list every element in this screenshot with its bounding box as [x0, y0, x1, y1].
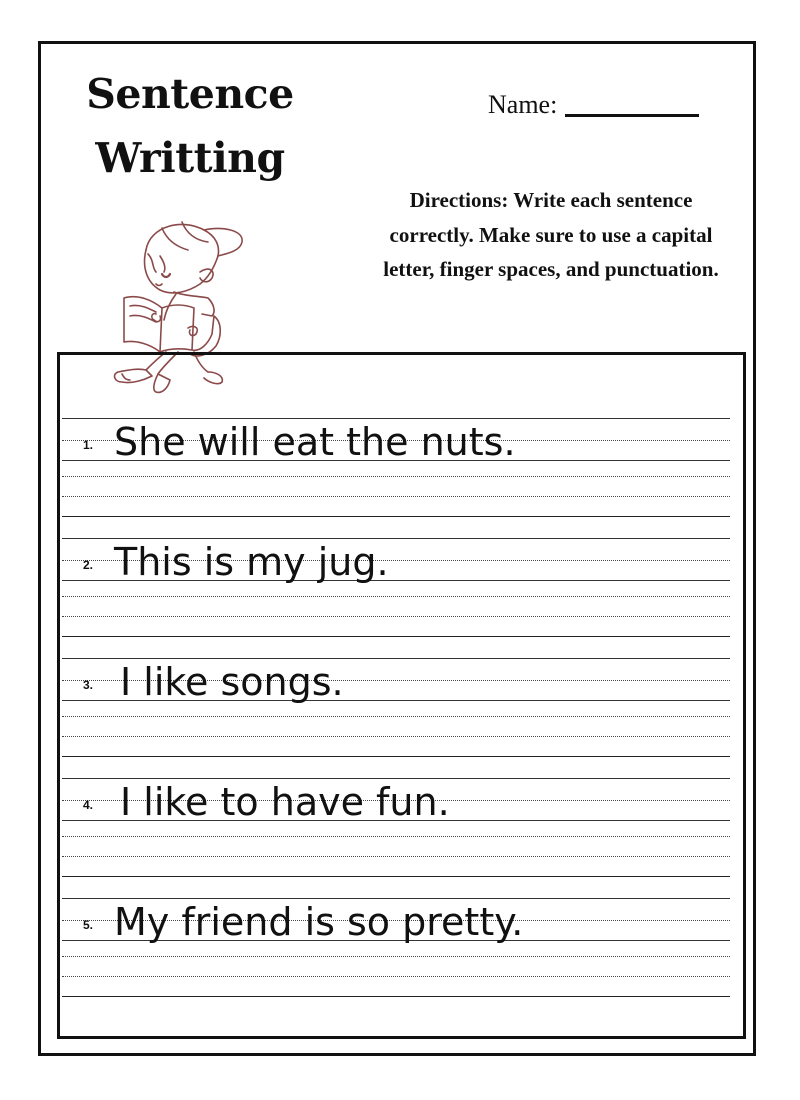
ruled-line: [62, 418, 730, 419]
ruled-line: [62, 476, 730, 477]
ruled-line: [62, 856, 730, 857]
ruled-line: [62, 658, 730, 659]
title-line-1: Sentence: [86, 70, 294, 118]
ruled-line: [62, 996, 730, 997]
item-number: 1.: [83, 438, 94, 452]
ruled-line: [62, 496, 730, 497]
ruled-line: [62, 516, 730, 517]
directions-text: Directions: Write each sentence correctly. Make sure to use a capital letter, finger spaces, and punctuation.: [383, 188, 719, 281]
ruled-line: [62, 836, 730, 837]
sentence-text: My friend is so pretty.: [114, 900, 524, 944]
ruled-line: [62, 976, 730, 977]
ruled-line: [62, 636, 730, 637]
worksheet-title: [70, 62, 310, 190]
item-number: 2.: [83, 558, 94, 572]
ruled-line: [62, 736, 730, 737]
ruled-line: [62, 596, 730, 597]
ruled-line: [62, 956, 730, 957]
ruled-line: [62, 876, 730, 877]
name-field: [488, 90, 699, 120]
name-blank-line[interactable]: [565, 114, 699, 117]
ruled-line: [62, 778, 730, 779]
sentence-text: She will eat the nuts.: [114, 420, 516, 464]
ruled-line: [62, 898, 730, 899]
title-line-2: Writting: [95, 134, 285, 182]
sentence-text: I like to have fun.: [120, 780, 450, 824]
item-number: 3.: [83, 678, 94, 692]
sentence-text: This is my jug.: [114, 540, 389, 584]
ruled-line: [62, 756, 730, 757]
item-number: 4.: [83, 798, 94, 812]
ruled-line: [62, 538, 730, 539]
ruled-line: [62, 716, 730, 717]
item-number: 5.: [83, 918, 94, 932]
ruled-line: [62, 616, 730, 617]
sentence-text: I like songs.: [120, 660, 344, 704]
name-label: Name:: [488, 90, 558, 119]
